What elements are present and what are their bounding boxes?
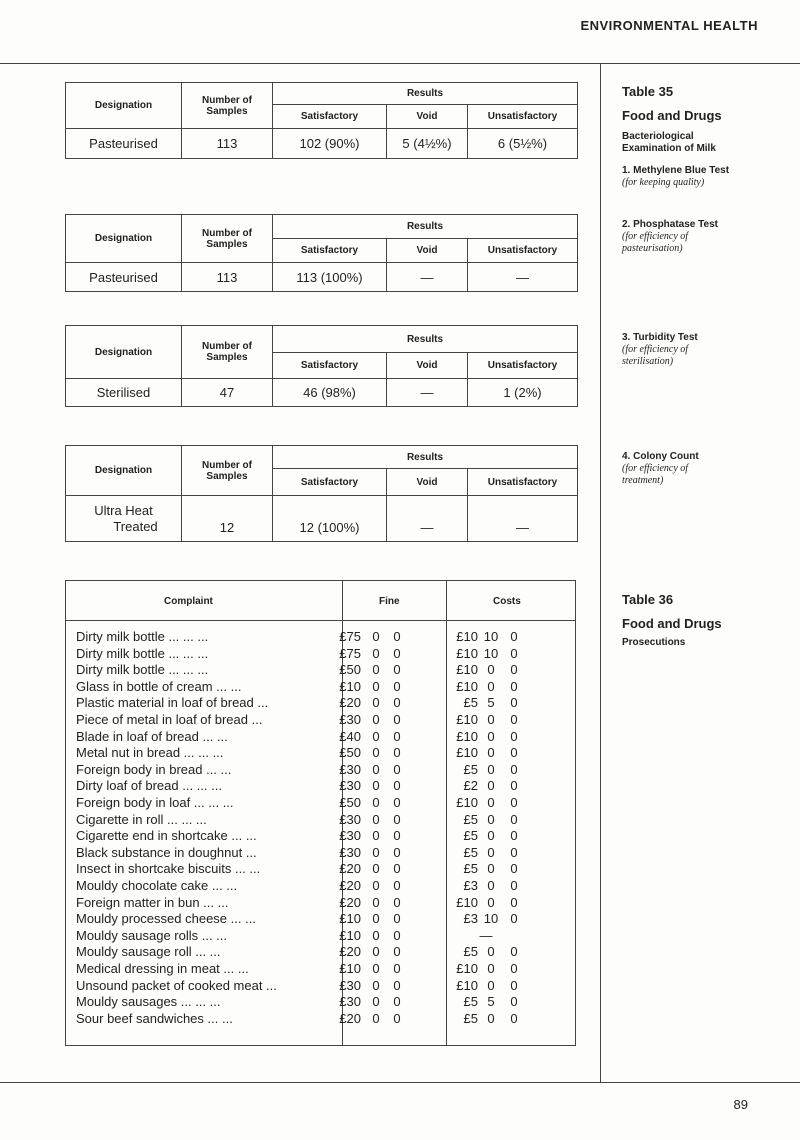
fine-pence: 0 xyxy=(393,861,401,877)
table-row xyxy=(66,728,575,745)
fine-pence: 0 xyxy=(393,894,401,910)
fine-pounds: £20 xyxy=(339,1010,361,1026)
cell-satisfactory: 12 (100%) xyxy=(273,496,387,542)
costs-shillings: 10 xyxy=(483,629,499,644)
fine-shillings: 0 xyxy=(372,811,380,827)
cell-void: 5 (4½%) xyxy=(387,129,468,159)
page-number: 89 xyxy=(733,1097,748,1112)
costs-pence: 0 xyxy=(510,944,518,960)
fine-shillings: 0 xyxy=(372,629,380,644)
test3-note-line1: (for efficiency of xyxy=(622,344,689,355)
col-designation: Designation xyxy=(66,446,182,496)
test4-note-line1: (for efficiency of xyxy=(622,463,689,474)
fine-shillings: 0 xyxy=(372,761,380,777)
cell-samples: 47 xyxy=(182,379,273,407)
fine-pounds: £50 xyxy=(339,662,361,678)
costs-shillings: 0 xyxy=(487,745,495,761)
fine-shillings: 0 xyxy=(372,844,380,860)
fine-pounds: £30 xyxy=(339,712,361,727)
fine-shillings: 0 xyxy=(372,695,380,711)
fine-pence: 0 xyxy=(393,778,401,794)
test4-labels xyxy=(622,451,792,487)
costs-pounds: £10 xyxy=(456,645,478,661)
costs-pounds: £10 xyxy=(456,795,478,810)
fine-pounds: £30 xyxy=(339,761,361,777)
test2-note-line2: pasteurisation) xyxy=(622,243,683,254)
costs-pence: 0 xyxy=(510,911,518,927)
phosphatase-table xyxy=(65,214,578,292)
cell-samples: 113 xyxy=(182,263,273,292)
costs-pence: 0 xyxy=(510,778,518,794)
cell-satisfactory: 102 (90%) xyxy=(273,129,387,159)
costs-dash: — xyxy=(479,927,493,943)
table-row xyxy=(66,894,575,911)
test3-note-line2: sterilisation) xyxy=(622,356,674,367)
costs-pounds: £5 xyxy=(463,844,478,860)
col-complaint: Complaint xyxy=(164,596,213,607)
fine-pence: 0 xyxy=(393,712,401,727)
fine-shillings: 0 xyxy=(372,728,380,744)
costs-pounds: £5 xyxy=(463,861,478,877)
costs-pence: 0 xyxy=(510,878,518,893)
table-row xyxy=(66,844,575,861)
cell-unsatisfactory: — xyxy=(468,263,578,292)
complaint-text: Mouldy chocolate cake ... ... xyxy=(76,878,238,893)
costs-pence: 0 xyxy=(510,728,518,744)
costs-pence: 0 xyxy=(510,695,518,711)
col-designation: Designation xyxy=(66,83,182,129)
table-row xyxy=(66,1010,575,1027)
costs-shillings: 0 xyxy=(487,894,495,910)
complaint-text: Medical dressing in meat ... ... xyxy=(76,961,249,976)
cell-void: — xyxy=(387,379,468,407)
cell-unsatisfactory: — xyxy=(468,496,578,542)
costs-pence: 0 xyxy=(510,629,518,644)
complaint-text: Unsound packet of cooked meat ... xyxy=(76,977,277,993)
fine-pounds: £30 xyxy=(339,844,361,860)
col-unsatisfactory: Unsatisfactory xyxy=(468,469,578,496)
fine-pence: 0 xyxy=(393,844,401,860)
table-row xyxy=(66,744,575,761)
table-row xyxy=(66,761,575,778)
fine-pence: 0 xyxy=(393,678,401,694)
fine-pounds: £10 xyxy=(339,927,361,943)
complaint-text: Dirty milk bottle ... ... ... xyxy=(76,629,209,644)
designation-line1: Ultra Heat xyxy=(94,503,153,518)
fine-shillings: 0 xyxy=(372,927,380,943)
cell-samples: 113 xyxy=(182,129,273,159)
costs-pounds: £5 xyxy=(463,828,478,844)
fine-pounds: £10 xyxy=(339,961,361,976)
costs-pounds: £5 xyxy=(463,1010,478,1026)
table-row xyxy=(66,960,575,977)
fine-pounds: £30 xyxy=(339,994,361,1010)
table-row xyxy=(66,860,575,877)
test1-title: 1. Methylene Blue Test xyxy=(622,165,730,176)
costs-shillings: 0 xyxy=(487,678,495,694)
test1-note: (for keeping quality) xyxy=(622,177,705,188)
complaint-text: Foreign body in bread ... ... xyxy=(76,761,232,777)
fine-pence: 0 xyxy=(393,629,401,644)
col-costs: Costs xyxy=(493,596,521,607)
fine-pence: 0 xyxy=(393,828,401,844)
fine-pence: 0 xyxy=(393,911,401,927)
costs-pounds: £10 xyxy=(456,977,478,993)
colony-count-table xyxy=(65,445,578,542)
fine-pounds: £10 xyxy=(339,911,361,927)
fine-shillings: 0 xyxy=(372,894,380,910)
costs-pence: 0 xyxy=(510,761,518,777)
complaint-text: Insect in shortcake biscuits ... ... xyxy=(76,861,261,877)
fine-shillings: 0 xyxy=(372,745,380,761)
costs-pence: 0 xyxy=(510,961,518,976)
complaint-text: Mouldy sausages ... ... ... xyxy=(76,994,221,1010)
complaint-text: Blade in loaf of bread ... ... xyxy=(76,728,228,744)
fine-pounds: £20 xyxy=(339,944,361,960)
fine-shillings: 0 xyxy=(372,678,380,694)
costs-pence: 0 xyxy=(510,662,518,678)
fine-shillings: 0 xyxy=(372,712,380,727)
complaint-text: Glass in bottle of cream ... ... xyxy=(76,678,242,694)
col-results: Results xyxy=(273,83,578,105)
col-satisfactory: Satisfactory xyxy=(273,239,387,263)
complaint-text: Dirty milk bottle ... ... ... xyxy=(76,662,209,678)
complaint-text: Cigarette in roll ... ... ... xyxy=(76,811,207,827)
table-row xyxy=(66,645,575,662)
cell-unsatisfactory: 1 (2%) xyxy=(468,379,578,407)
table35-heading-line2: Examination of Milk xyxy=(622,143,716,154)
complaint-text: Mouldy sausage rolls ... ... xyxy=(76,927,228,943)
table36-labels xyxy=(622,592,792,649)
fine-shillings: 0 xyxy=(372,778,380,794)
table-row xyxy=(66,794,575,811)
table35-labels xyxy=(622,84,792,189)
fine-pence: 0 xyxy=(393,645,401,661)
fine-shillings: 0 xyxy=(372,878,380,893)
costs-shillings: 0 xyxy=(487,712,495,727)
costs-shillings: 5 xyxy=(487,994,495,1010)
costs-pounds: £5 xyxy=(463,994,478,1010)
table36-subtitle: Food and Drugs xyxy=(622,616,722,631)
costs-pounds: £5 xyxy=(463,944,478,960)
table-row xyxy=(66,827,575,844)
top-rule xyxy=(0,63,800,64)
table35-heading-line1: Bacteriological xyxy=(622,131,694,142)
table35-title: Table 35 xyxy=(622,84,674,99)
costs-pence: 0 xyxy=(510,811,518,827)
costs-pounds: £10 xyxy=(456,678,478,694)
costs-pounds: £10 xyxy=(456,894,478,910)
complaint-text: Dirty milk bottle ... ... ... xyxy=(76,645,209,661)
cell-void: — xyxy=(387,263,468,292)
fine-pence: 0 xyxy=(393,728,401,744)
table-row xyxy=(66,977,575,994)
table-row xyxy=(66,678,575,695)
col-void: Void xyxy=(387,469,468,496)
fine-pence: 0 xyxy=(393,961,401,976)
table-row xyxy=(66,943,575,960)
costs-shillings: 0 xyxy=(487,828,495,844)
costs-pence: 0 xyxy=(510,861,518,877)
col-unsatisfactory: Unsatisfactory xyxy=(468,105,578,129)
table-row xyxy=(66,811,575,828)
fine-pounds: £40 xyxy=(339,728,361,744)
fine-pounds: £75 xyxy=(339,629,361,644)
costs-shillings: 0 xyxy=(487,961,495,976)
col-samples: Number of Samples xyxy=(182,83,273,129)
costs-shillings: 0 xyxy=(487,795,495,810)
costs-pounds: £10 xyxy=(456,712,478,727)
table-row xyxy=(66,628,575,645)
complaint-text: Piece of metal in loaf of bread ... xyxy=(76,712,263,727)
page-header: ENVIRONMENTAL HEALTH xyxy=(580,18,758,33)
fine-pounds: £20 xyxy=(339,861,361,877)
fine-pence: 0 xyxy=(393,695,401,711)
table36-heading: Prosecutions xyxy=(622,637,686,648)
cell-void: — xyxy=(387,496,468,542)
fine-pence: 0 xyxy=(393,927,401,943)
complaint-text: Dirty loaf of bread ... ... ... xyxy=(76,778,222,794)
col-results: Results xyxy=(273,215,578,239)
costs-pounds: £10 xyxy=(456,728,478,744)
cell-samples: 12 xyxy=(182,496,273,542)
col-void: Void xyxy=(387,239,468,263)
fine-pounds: £10 xyxy=(339,678,361,694)
fine-pounds: £50 xyxy=(339,795,361,810)
fine-pounds: £30 xyxy=(339,828,361,844)
costs-shillings: 0 xyxy=(487,944,495,960)
table-row xyxy=(66,661,575,678)
complaint-text: Foreign body in loaf ... ... ... xyxy=(76,795,234,810)
col-samples: Number of Samples xyxy=(182,446,273,496)
fine-shillings: 0 xyxy=(372,944,380,960)
fine-pence: 0 xyxy=(393,944,401,960)
cell-designation xyxy=(66,496,182,542)
table-row xyxy=(66,694,575,711)
fine-pounds: £30 xyxy=(339,977,361,993)
fine-pounds: £20 xyxy=(339,878,361,893)
costs-pounds: £5 xyxy=(463,811,478,827)
methylene-blue-table xyxy=(65,82,578,159)
costs-pounds: £10 xyxy=(456,961,478,976)
costs-pounds: £3 xyxy=(463,878,478,893)
col-designation: Designation xyxy=(66,215,182,263)
costs-pence: 0 xyxy=(510,977,518,993)
costs-pounds: £10 xyxy=(456,662,478,678)
costs-shillings: 5 xyxy=(487,695,495,711)
fine-shillings: 0 xyxy=(372,961,380,976)
fine-shillings: 0 xyxy=(372,994,380,1010)
costs-shillings: 0 xyxy=(487,878,495,893)
col-void: Void xyxy=(387,105,468,129)
test3-title: 3. Turbidity Test xyxy=(622,332,698,343)
fine-shillings: 0 xyxy=(372,645,380,661)
fine-pounds: £50 xyxy=(339,745,361,761)
costs-pence: 0 xyxy=(510,894,518,910)
test4-title: 4. Colony Count xyxy=(622,451,699,462)
fine-shillings: 0 xyxy=(372,1010,380,1026)
costs-pence: 0 xyxy=(510,828,518,844)
col-samples: Number of Samples xyxy=(182,326,273,379)
cell-satisfactory: 113 (100%) xyxy=(273,263,387,292)
fine-shillings: 0 xyxy=(372,977,380,993)
costs-shillings: 0 xyxy=(487,662,495,678)
costs-pence: 0 xyxy=(510,712,518,727)
fine-shillings: 0 xyxy=(372,861,380,877)
costs-pounds: £5 xyxy=(463,695,478,711)
costs-pence: 0 xyxy=(510,745,518,761)
col-satisfactory: Satisfactory xyxy=(273,469,387,496)
test2-labels xyxy=(622,219,792,255)
fine-shillings: 0 xyxy=(372,911,380,927)
col-fine: Fine xyxy=(379,596,400,607)
complaint-text: Mouldy sausage roll ... ... xyxy=(76,944,221,960)
costs-shillings: 10 xyxy=(483,911,499,927)
fine-pounds: £20 xyxy=(339,695,361,711)
table-row xyxy=(66,993,575,1010)
cell-unsatisfactory: 6 (5½%) xyxy=(468,129,578,159)
col-satisfactory: Satisfactory xyxy=(273,105,387,129)
col-results: Results xyxy=(273,326,578,353)
costs-shillings: 0 xyxy=(487,811,495,827)
table36-title: Table 36 xyxy=(622,592,674,607)
fine-pence: 0 xyxy=(393,811,401,827)
fine-pence: 0 xyxy=(393,1010,401,1026)
table-row xyxy=(66,777,575,794)
test2-title: 2. Phosphatase Test xyxy=(622,219,718,230)
table-row xyxy=(66,877,575,894)
costs-shillings: 0 xyxy=(487,977,495,993)
fine-pence: 0 xyxy=(393,745,401,761)
fine-pounds: £30 xyxy=(339,811,361,827)
col-designation: Designation xyxy=(66,326,182,379)
complaint-text: Foreign matter in bun ... ... xyxy=(76,894,229,910)
costs-pence: 0 xyxy=(510,844,518,860)
costs-shillings: 0 xyxy=(487,844,495,860)
costs-pence: 0 xyxy=(510,678,518,694)
costs-pence: 0 xyxy=(510,795,518,810)
fine-pounds: £75 xyxy=(339,645,361,661)
turbidity-table xyxy=(65,325,578,407)
test4-note-line2: treatment) xyxy=(622,475,664,486)
table-row xyxy=(66,927,575,944)
fine-shillings: 0 xyxy=(372,828,380,844)
designation-line2: Treated xyxy=(113,519,158,534)
table35-subtitle: Food and Drugs xyxy=(622,108,722,123)
col-unsatisfactory: Unsatisfactory xyxy=(468,353,578,379)
column-divider xyxy=(600,63,601,1082)
complaint-text: Cigarette end in shortcake ... ... xyxy=(76,828,257,844)
complaint-text: Plastic material in loaf of bread ... xyxy=(76,695,269,711)
costs-shillings: 0 xyxy=(487,861,495,877)
fine-pounds: £20 xyxy=(339,894,361,910)
fine-pence: 0 xyxy=(393,662,401,678)
costs-pence: 0 xyxy=(510,645,518,661)
col-void: Void xyxy=(387,353,468,379)
fine-shillings: 0 xyxy=(372,662,380,678)
costs-shillings: 0 xyxy=(487,1010,495,1026)
fine-pence: 0 xyxy=(393,994,401,1010)
complaint-text: Mouldy processed cheese ... ... xyxy=(76,911,256,927)
costs-pence: 0 xyxy=(510,994,518,1010)
test3-labels xyxy=(622,332,792,368)
col-unsatisfactory: Unsatisfactory xyxy=(468,239,578,263)
bottom-rule xyxy=(0,1082,800,1083)
prosecutions-table xyxy=(65,580,576,1046)
costs-pounds: £5 xyxy=(463,761,478,777)
fine-pounds: £30 xyxy=(339,778,361,794)
fine-pence: 0 xyxy=(393,977,401,993)
table-row xyxy=(66,910,575,927)
test2-note-line1: (for efficiency of xyxy=(622,231,689,242)
costs-pence: 0 xyxy=(510,1010,518,1026)
costs-pounds: £2 xyxy=(463,778,478,794)
table-row xyxy=(66,711,575,728)
costs-pounds: £10 xyxy=(456,745,478,761)
costs-pounds: £3 xyxy=(463,911,478,927)
complaint-text: Metal nut in bread ... ... ... xyxy=(76,745,224,761)
costs-shillings: 0 xyxy=(487,761,495,777)
fine-shillings: 0 xyxy=(372,795,380,810)
costs-shillings: 10 xyxy=(483,645,499,661)
complaint-text: Sour beef sandwiches ... ... xyxy=(76,1010,233,1026)
fine-pence: 0 xyxy=(393,878,401,893)
col-results: Results xyxy=(273,446,578,469)
cell-designation: Pasteurised xyxy=(66,263,182,292)
costs-shillings: 0 xyxy=(487,778,495,794)
fine-pence: 0 xyxy=(393,761,401,777)
costs-pounds: £10 xyxy=(456,629,478,644)
fine-pence: 0 xyxy=(393,795,401,810)
col-samples: Number of Samples xyxy=(182,215,273,263)
complaint-text: Black substance in doughnut ... xyxy=(76,844,257,860)
col-satisfactory: Satisfactory xyxy=(273,353,387,379)
cell-designation: Sterilised xyxy=(66,379,182,407)
cell-designation: Pasteurised xyxy=(66,129,182,159)
costs-shillings: 0 xyxy=(487,728,495,744)
cell-satisfactory: 46 (98%) xyxy=(273,379,387,407)
